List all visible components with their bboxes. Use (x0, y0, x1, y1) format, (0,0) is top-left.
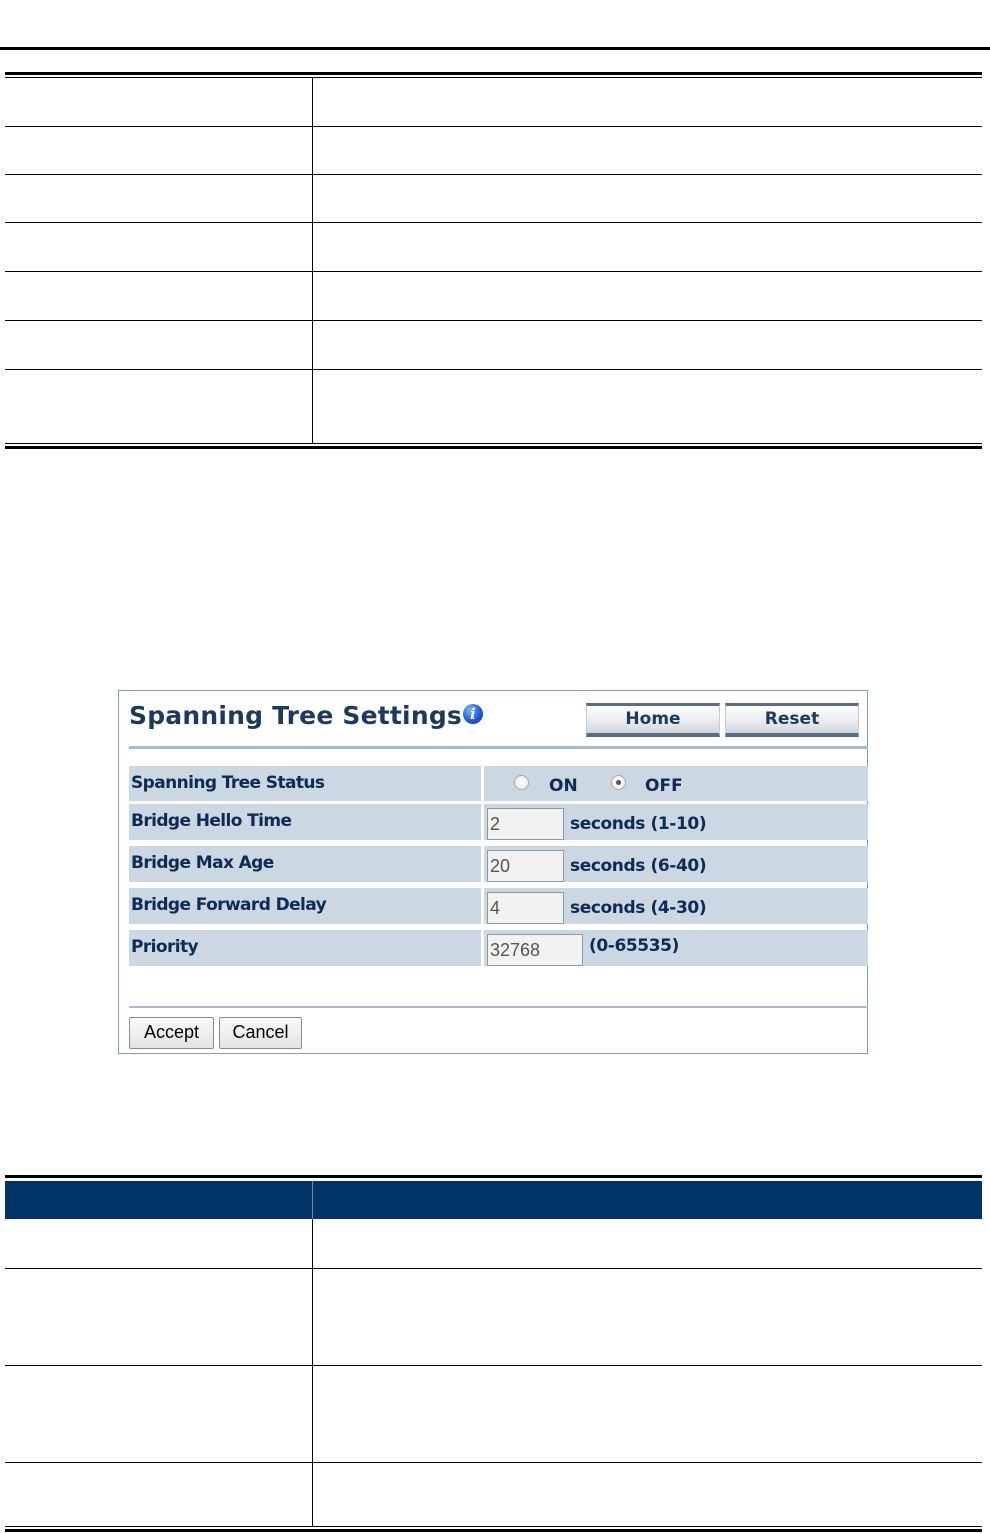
table-row-line (5, 1462, 982, 1463)
spanning-tree-settings-panel (118, 690, 868, 1054)
priority-row (129, 930, 868, 966)
status-off-radio[interactable] (611, 775, 626, 790)
cancel-button[interactable]: Cancel (219, 1017, 302, 1049)
top-table-border-bottom-inner (5, 443, 982, 444)
row-divider (481, 804, 484, 840)
bridge-hello-time-input[interactable]: 2 (487, 808, 564, 840)
bottom-table-border-top (5, 1175, 982, 1178)
bottom-table-header (5, 1181, 982, 1219)
priority-unit: (0-65535) (589, 936, 679, 956)
bridge-hello-time-row (129, 804, 868, 840)
status-on-radio[interactable] (514, 775, 529, 790)
spanning-tree-status-label: Spanning Tree Status (131, 773, 325, 793)
bottom-table-border-bottom (5, 1529, 982, 1532)
bridge-forward-delay-unit: seconds (4-30) (570, 898, 707, 918)
info-icon[interactable]: i (463, 704, 483, 724)
bridge-forward-delay-row (129, 888, 868, 924)
priority-input[interactable]: 32768 (487, 934, 583, 966)
bridge-max-age-unit: seconds (6-40) (570, 856, 707, 876)
page-header-rule (0, 47, 990, 50)
bridge-forward-delay-label: Bridge Forward Delay (131, 895, 327, 915)
bottom-table-border-bottom-inner (5, 1526, 982, 1527)
table-row-line (5, 320, 982, 321)
home-button[interactable]: Home (586, 703, 720, 737)
bottom-table-column-divider (312, 1181, 313, 1527)
row-divider (481, 930, 484, 966)
status-on-label: ON (549, 776, 578, 796)
row-divider (481, 846, 484, 882)
table-row-line (5, 1365, 982, 1366)
table-row-line (5, 174, 982, 175)
spanning-tree-status-row (129, 766, 868, 801)
top-table-border-bottom (5, 446, 982, 449)
bridge-forward-delay-input[interactable]: 4 (487, 892, 564, 924)
table-row-line (5, 222, 982, 223)
table-row-line (5, 369, 982, 370)
table-row-line (5, 1268, 982, 1269)
panel-title (129, 701, 483, 730)
table-row-line (5, 126, 982, 127)
top-table-column-divider (312, 78, 313, 443)
bridge-max-age-input[interactable]: 20 (487, 850, 564, 882)
top-table-border-top (5, 72, 982, 75)
bridge-hello-time-unit: seconds (1-10) (570, 814, 707, 834)
status-off-label: OFF (645, 776, 683, 796)
panel-footer-rule (129, 1006, 868, 1008)
priority-label: Priority (131, 937, 198, 957)
bottom-table-header-divider (312, 1181, 313, 1219)
bridge-max-age-row (129, 846, 868, 882)
row-divider (481, 766, 484, 802)
panel-title-text: Spanning Tree Settings (129, 701, 462, 730)
accept-button[interactable]: Accept (129, 1017, 214, 1049)
reset-button[interactable]: Reset (725, 703, 859, 737)
row-divider (481, 888, 484, 924)
bridge-max-age-label: Bridge Max Age (131, 853, 274, 873)
title-underline (129, 746, 868, 749)
bridge-hello-time-label: Bridge Hello Time (131, 811, 292, 831)
table-row-line (5, 271, 982, 272)
top-table-border-top-inner (5, 77, 982, 78)
